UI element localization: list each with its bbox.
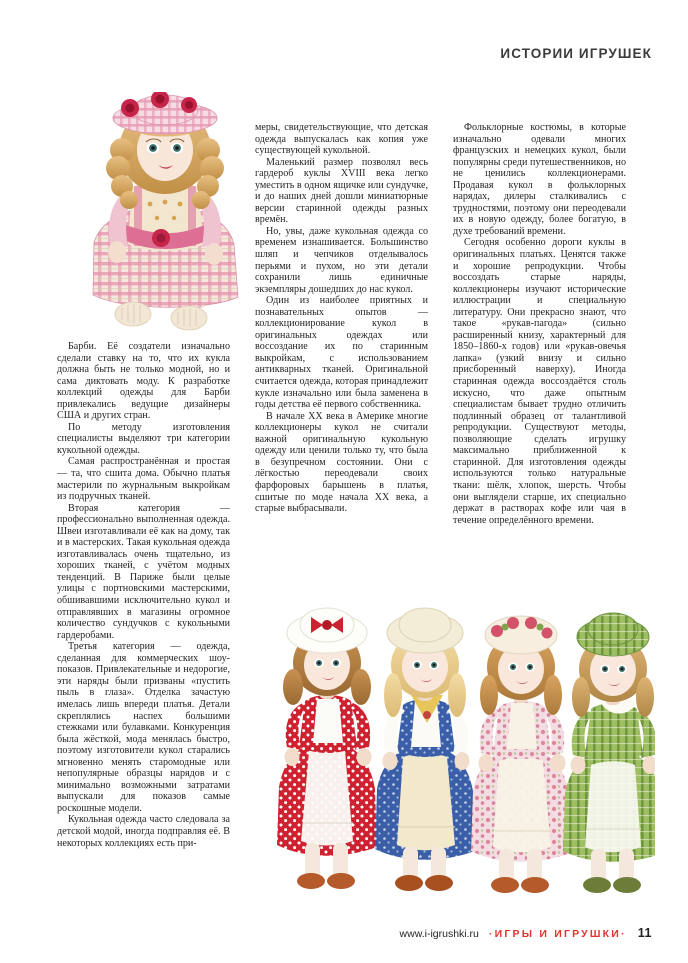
page-number: 11 (637, 926, 652, 940)
page-title: ИСТОРИИ ИГРУШЕК (500, 46, 652, 61)
seated-doll-photo (88, 92, 243, 340)
paragraph: меры, свидетельствующие, что детская одежда выпускалась как копия уже существующей кукольной. (255, 122, 428, 157)
text-column-1 (57, 341, 230, 849)
paragraph: В начале XX века в Америке многие коллекционеры кукол не считали важной оригинальную кукольную одежду или ценили только ту, что была в безупречном состоянии. Они с лёгкостью переодевали своих фарфоровых барышень в платья, сшитые по моде начала XX века, а старые выбрасывали. (255, 410, 428, 515)
paragraph: Кукольная одежда часто следовала за детской модой, иногда подправляя её. В некоторых коллекциях есть при- (57, 814, 230, 849)
paragraph: Третья категория — одежда, сделанная для коммерческих шоу-показов. Привлекательные и недорогие, эти наряды были призваны «пустить пыль в глаза». Отделка зачастую имелась лишь впереди платья. Детали скреплялись наспех большими стежками или булавками. Конкуренция была жёсткой, мода менялась быстро, поэтому изготовители кукол старались мгновенно менять старомодные или непопулярные образцы нарядов и с минимально возможными затратами выпускали для показов самые роскошные модели. (57, 641, 230, 814)
paragraph: Но, увы, даже кукольная одежда со временем изнашивается. Большинство шляп и чепчиков отделывалось перьями и пухом, но эти детали сохранили лишь единичные экземпляры дошедших до нас кукол. (255, 225, 428, 295)
doll-green-stripe (563, 613, 655, 893)
paragraph: Барби. Её создатели изначально сделали ставку на то, что их кукла должна быть не только модной, но и сама диктовать моду. К разработке коллекций одежды для Барби привлекались ведущие дизайнеры США и других стран. (57, 341, 230, 422)
website-url[interactable]: www.i-igrushki.ru (399, 928, 479, 940)
paragraph: Вторая категория — профессионально выполненная одежда. Швеи изготавливали её как на дому, так и в мастерских. Такая кукольная одежда изготавливалась очень тщательно, из хороших тканей, с учётом модных тенденций. В Париже были целые улицы с портновскими мастерскими, обшивавшими исключительно кукол и отправлявших в магазины огромное количество сундучков с кукольными гардеробами. (57, 502, 230, 641)
paragraph: Один из наиболее приятных и познавательных опытов — коллекционирование кукол в оригинальных одеждах или воссоздание их по старинным выкройкам, с использованием антикварных тканей. Оригинальной считается одежда, которая принадлежит кукле изначально или была заменена в годы детства её первого собственника. (255, 295, 428, 411)
magazine-brand: ·ИГРЫ И ИГРУШКИ· (488, 928, 627, 940)
paragraph: По методу изготовления специалисты выделяют три категории кукольной одежды. (57, 421, 230, 456)
doll-group-photo (265, 575, 655, 910)
doll-blue-dirndl (375, 608, 475, 891)
doll-group-illustration (265, 575, 655, 910)
text-column-2 (255, 122, 428, 515)
paragraph: Сегодня особенно дороги куклы в оригинальных платьях. Ценятся также и хорошие репродукции. Чтобы воссоздать старые наряды, коллекционеры изучают исторические иллюстрации и специальную литературу. Они прекрасно знают, что такое «рукав-пагода» (сильно расширенный книзу, характерный для 1850–1860-х годов) или «рукав-овечья лапка» (узкий внизу и сильно присборенный наверху). Иногда старинная одежда воссоздаётся столь искусно, что даже опытным специалистам бывает трудно отличить подлинный образец от талантливой репродукции. Существуют методы, позволяющие сделать игрушку максимально приближенной к старинной. Для изготовления одежды используются только натуральные ткани: шёлк, хлопок, шерсть. Чтобы они выглядели старше, их специально держат в растворах кофе или чая в течение определённого времени. (453, 237, 626, 526)
paragraph: Самая распространённая и простая — та, что сшита дома. Обычно платья мастерили по журнальным выкройкам из подручных тканей. (57, 456, 230, 503)
paragraph: Маленький размер позволял весь гардероб куклы XVIII века легко уместить в одном ящичке или сундучке, и до наших дней дошли миниатюрные версии старинной одежды разных времён. (255, 156, 428, 226)
text-column-3 (453, 122, 626, 526)
paragraph: Фольклорные костюмы, в которые изначально одевали многих французских и немецких кукол, были популярны среди путешественников, но не ценились коллекционерами. Продавая кукол в фольклорных нарядах, дилеры сталкивались с трудностями, поэтому они переодевали их в новую одежду, более богатую, в духе требований времени. (453, 122, 626, 237)
page-header (0, 46, 688, 72)
page-footer (0, 926, 688, 946)
seated-doll-illustration (88, 92, 243, 340)
doll-red-polka (277, 608, 377, 889)
doll-floral-pink (471, 616, 571, 893)
